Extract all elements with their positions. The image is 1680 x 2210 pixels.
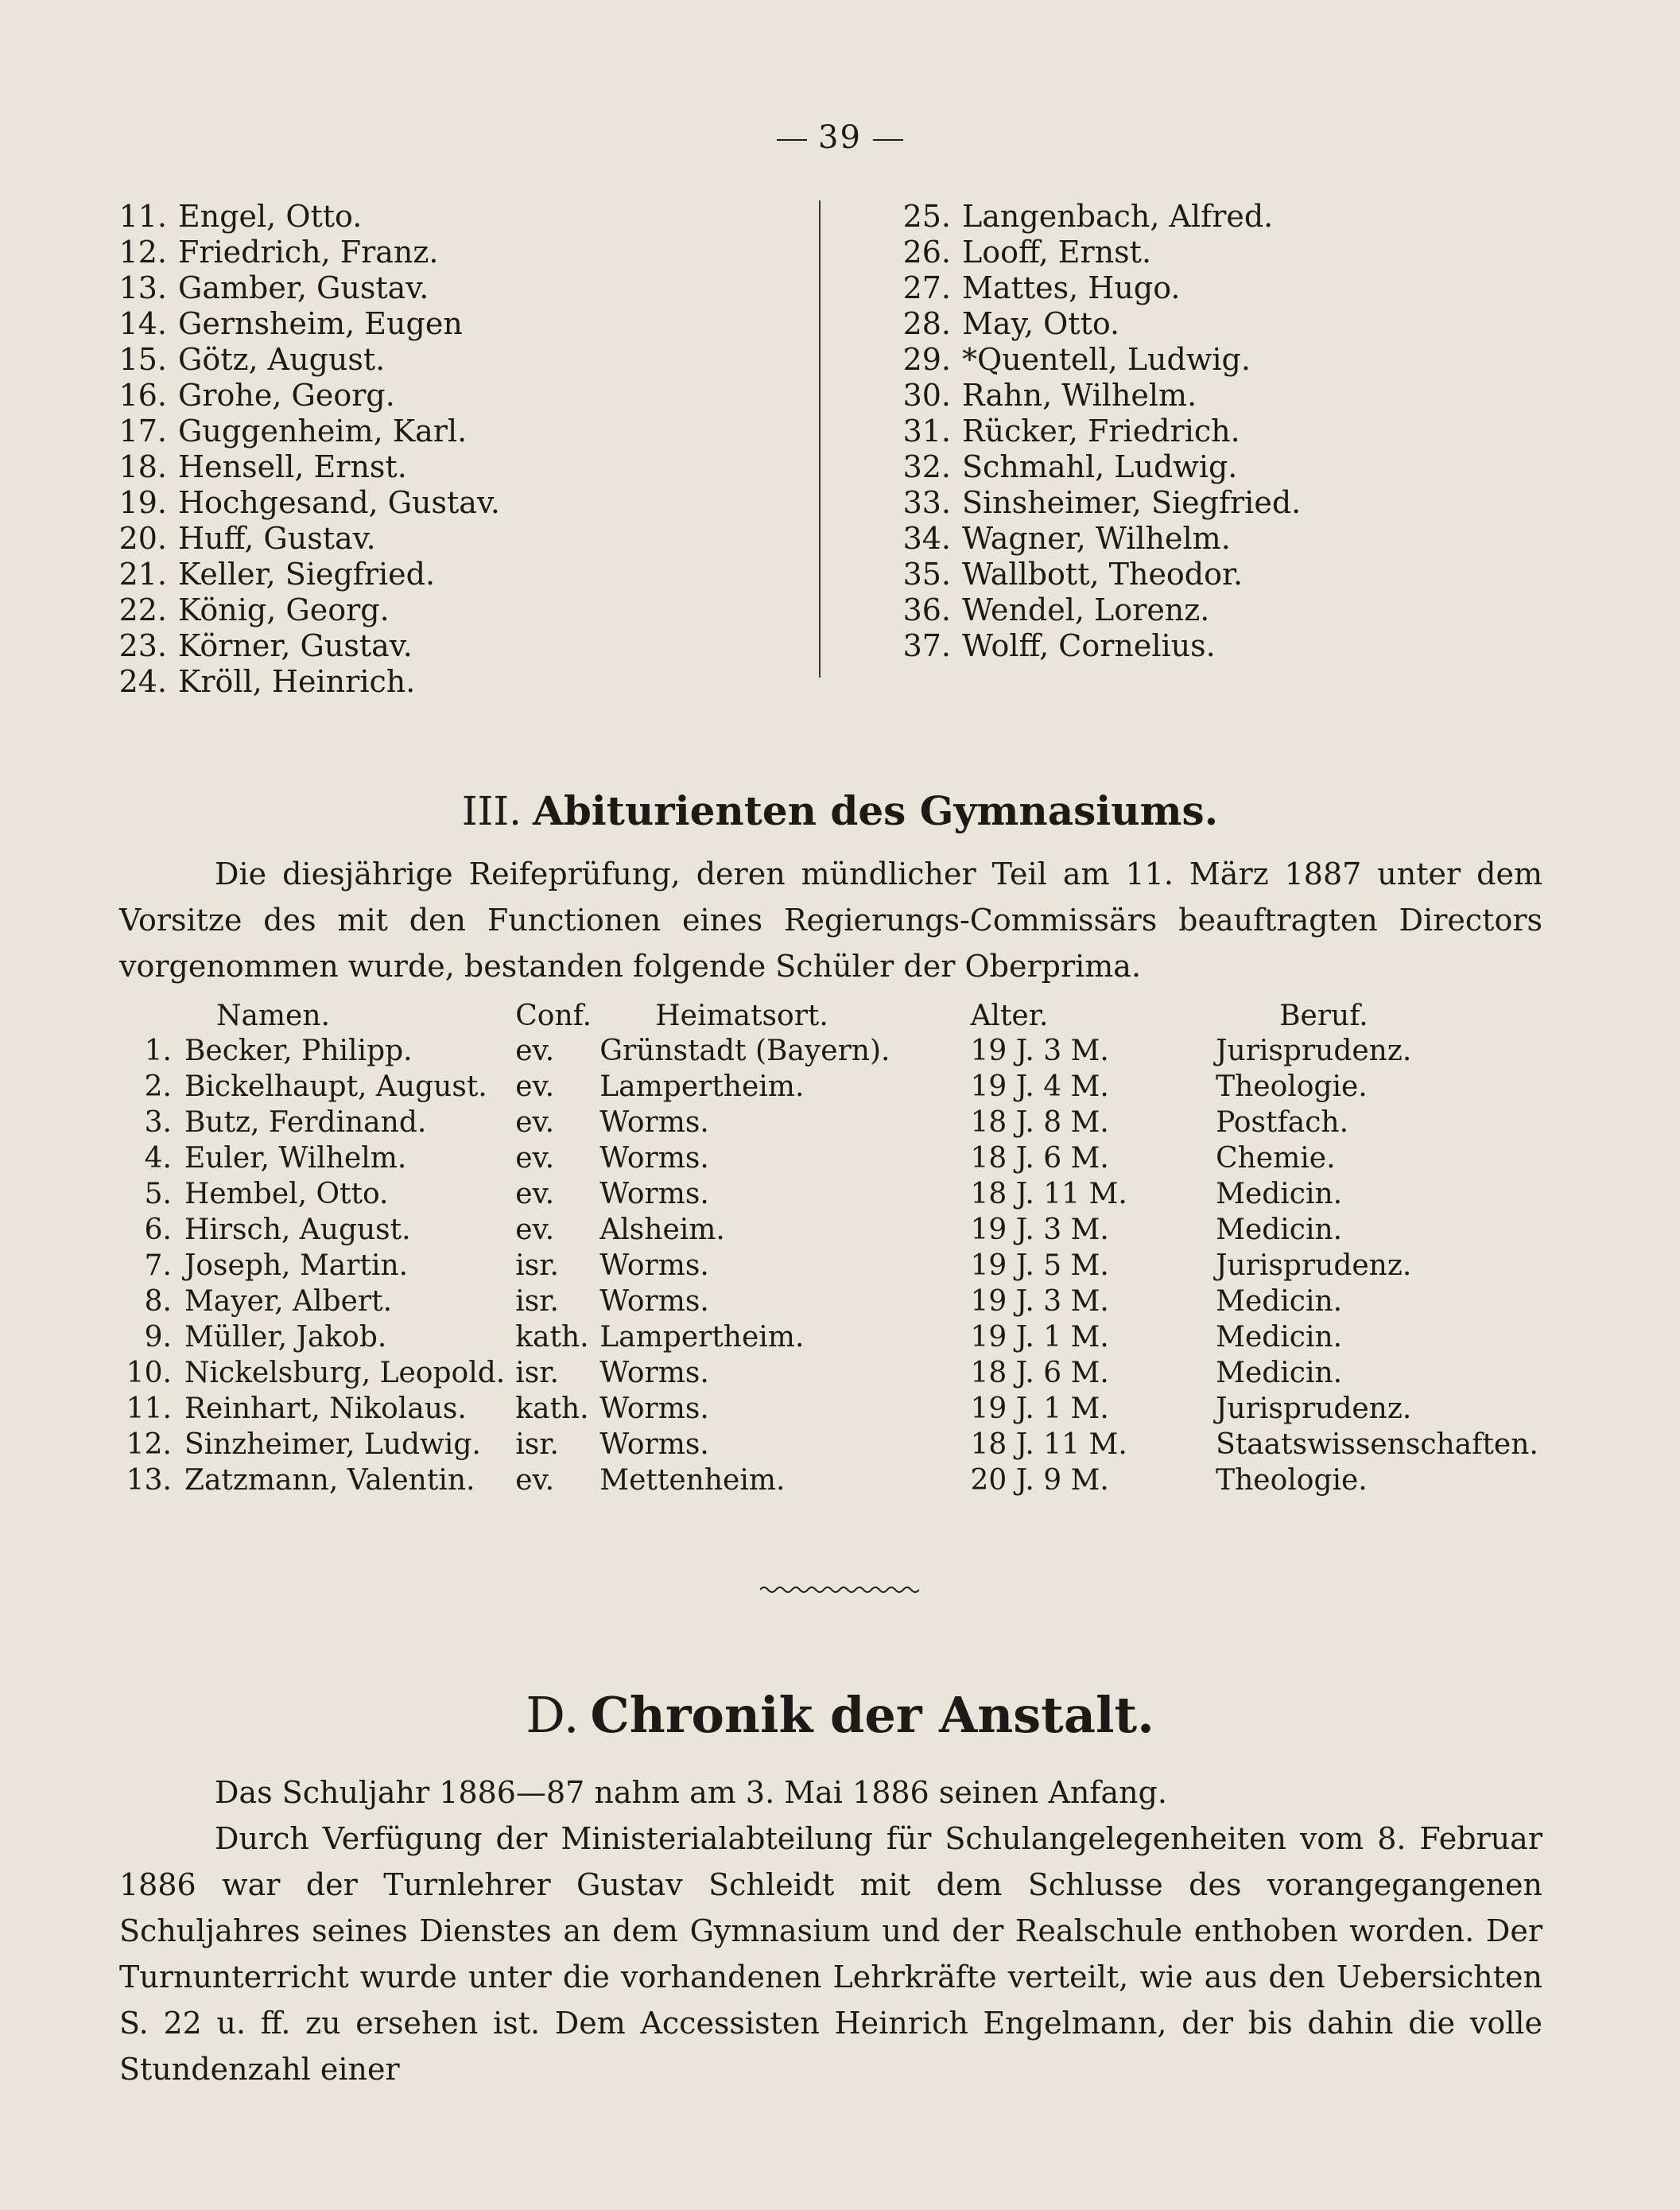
cell-name: Joseph, Martin. (184, 1249, 409, 1282)
pupil-number: 23. (118, 628, 167, 663)
header-number (119, 998, 184, 1033)
pupil-number: 29. (902, 342, 951, 377)
abiturienten-table (119, 998, 1558, 1498)
cell-conf: isr. (515, 1249, 559, 1282)
cell-job: Theologie. (1216, 1070, 1368, 1103)
cell-age: 19 J. 3 M. (970, 1285, 1109, 1318)
pupil-number: 17. (118, 414, 167, 449)
pupil-number: 26. (902, 235, 951, 270)
cell-conf: kath. (515, 1392, 589, 1425)
cell-name: Hembel, Otto. (184, 1178, 389, 1210)
pupil-name: Schmahl, Ludwig. (962, 449, 1238, 484)
pupil-name: König, Georg. (178, 592, 390, 627)
section-iii-intro-paragraph (119, 851, 1542, 989)
pupil-number: 24. (118, 664, 167, 699)
cell-conf: ev. (515, 1070, 555, 1103)
pupil-name: Grohe, Georg. (178, 378, 395, 413)
pupil-name: Hensell, Ernst. (178, 449, 407, 484)
pupil-number: 35. (902, 557, 951, 592)
pupil-number: 15. (118, 342, 167, 377)
cell-job: Medicin. (1216, 1357, 1343, 1389)
cell-number: 7. (144, 1249, 172, 1282)
pupil-number: 11. (118, 199, 167, 234)
pupil-list-item (889, 235, 1301, 270)
page-number (0, 119, 1680, 156)
pupil-list-item (105, 378, 500, 414)
pupil-name: Gamber, Gustav. (178, 270, 429, 305)
cell-home: Lampertheim. (599, 1321, 805, 1354)
chronik-paragraph-1-text: Das Schuljahr 1886—87 nahm am 3. Mai 1886 seinen Anfang. (215, 1775, 1167, 1810)
cell-age: 18 J. 11 M. (970, 1428, 1127, 1461)
pupil-list-item (889, 342, 1301, 378)
cell-age: 19 J. 1 M. (970, 1321, 1109, 1354)
cell-number: 11. (126, 1392, 172, 1425)
cell-job: Jurisprudenz. (1216, 1392, 1412, 1425)
pupil-name: Keller, Siegfried. (178, 557, 436, 592)
cell-conf: ev. (515, 1142, 555, 1175)
cell-number: 2. (144, 1070, 172, 1103)
pupil-number: 20. (118, 521, 167, 556)
pupil-name: Götz, August. (178, 342, 386, 377)
pupil-name: Langenbach, Alfred. (962, 199, 1274, 234)
pupil-name: Rahn, Wilhelm. (962, 378, 1197, 413)
cell-job: Chemie. (1216, 1142, 1336, 1175)
pupil-number: 16. (118, 378, 167, 413)
dash-left (777, 139, 807, 141)
table-row (119, 1462, 1558, 1498)
section-iii-intro-text: Die diesjährige Reifeprüfung, deren mündlicher Teil am 11. März 1887 unter dem Vorsitze des mit den Functionen eines Regierungs-Commissärs beauftragten Directors vorgenommen wurde, bestanden folgende Schüler der Oberprima. (119, 856, 1542, 984)
cell-job: Postfach. (1216, 1106, 1349, 1139)
cell-conf: ev. (515, 1178, 555, 1210)
cell-age: 19 J. 4 M. (970, 1070, 1109, 1103)
pupil-number: 31. (902, 414, 951, 449)
pupil-number: 19. (118, 485, 167, 520)
pupil-list-item (105, 414, 500, 449)
table-row (119, 1355, 1558, 1391)
pupil-number: 22. (118, 592, 167, 627)
pupil-name: Engel, Otto. (178, 199, 363, 234)
section-d-letter: D. (526, 1686, 580, 1744)
table-row (119, 1069, 1558, 1105)
pupil-list-item (889, 557, 1301, 592)
cell-name: Euler, Wilhelm. (184, 1142, 407, 1175)
cell-home: Grünstadt (Bayern). (599, 1035, 890, 1067)
cell-number: 5. (144, 1178, 172, 1210)
section-d-heading (0, 1686, 1680, 1744)
cell-conf: ev. (515, 1214, 555, 1246)
pupil-name: Sinsheimer, Siegfried. (962, 485, 1302, 520)
pupil-list-item (105, 270, 500, 306)
cell-name: Zatzmann, Valentin. (184, 1464, 475, 1497)
cell-name: Müller, Jakob. (184, 1321, 387, 1354)
pupil-list-item (105, 521, 500, 557)
pupil-number: 34. (902, 521, 951, 556)
pupil-number: 14. (118, 306, 167, 341)
cell-number: 12. (126, 1428, 172, 1461)
cell-job: Medicin. (1216, 1214, 1343, 1246)
cell-name: Mayer, Albert. (184, 1285, 393, 1318)
cell-number: 13. (126, 1464, 172, 1497)
pupil-number: 28. (902, 306, 951, 341)
pupil-list-item (889, 270, 1301, 306)
cell-number: 4. (144, 1142, 172, 1175)
pupil-name: Guggenheim, Karl. (178, 414, 468, 449)
pupil-list-item (105, 592, 500, 628)
table-row (119, 1212, 1558, 1248)
cell-job: Medicin. (1216, 1285, 1343, 1318)
pupil-name: Wagner, Wilhelm. (962, 521, 1231, 556)
pupil-list-item (105, 628, 500, 664)
pupil-list-item (105, 199, 500, 235)
cell-name: Hirsch, August. (184, 1214, 411, 1246)
cell-number: 1. (144, 1035, 172, 1067)
pupil-number: 32. (902, 449, 951, 484)
pupil-list-item (889, 449, 1301, 485)
pupil-name: Gernsheim, Eugen (178, 306, 463, 341)
chronik-paragraph-2 (119, 1816, 1542, 2092)
pupil-name: May, Otto. (962, 306, 1120, 341)
cell-job: Staatswissenschaften. (1216, 1428, 1538, 1461)
cell-number: 10. (126, 1357, 172, 1389)
table-row (119, 1140, 1558, 1176)
cell-age: 18 J. 6 M. (970, 1357, 1109, 1389)
pupil-number: 21. (118, 557, 167, 592)
pupil-name: Wendel, Lorenz. (962, 592, 1210, 627)
section-iii-title: Abiturienten des Gymnasiums. (533, 787, 1219, 834)
pupil-name: Huff, Gustav. (178, 521, 376, 556)
pupil-list-item (889, 628, 1301, 664)
pupil-number: 12. (118, 235, 167, 270)
pupil-list-item (889, 521, 1301, 557)
pupil-name: Hochgesand, Gustav. (178, 485, 500, 520)
cell-name: Butz, Ferdinand. (184, 1106, 427, 1139)
cell-home: Worms. (599, 1142, 709, 1175)
cell-age: 19 J. 3 M. (970, 1214, 1109, 1246)
pupil-name: Kröll, Heinrich. (178, 664, 416, 699)
header-home: Heimatsort. (655, 999, 828, 1032)
pupil-list-left (105, 199, 500, 700)
cell-home: Worms. (599, 1106, 709, 1139)
cell-home: Worms. (599, 1285, 709, 1318)
pupil-number: 13. (118, 270, 167, 305)
pupil-number: 18. (118, 449, 167, 484)
cell-age: 19 J. 1 M. (970, 1392, 1109, 1425)
pupil-name: Mattes, Hugo. (962, 270, 1181, 305)
header-conf: Conf. (515, 999, 592, 1032)
cell-number: 8. (144, 1285, 172, 1318)
chronik-paragraph-2-text: Durch Verfügung der Ministerialabteilung für Schulangelegenheiten vom 8. Februar 1886 war der Turnlehrer Gustav Schleidt mit dem Schlusse des vorangegangenen Schuljahres seines Dienstes an dem Gymnasium und der Realschule enthoben worden. Der Turnunterricht wurde unter die vorhandenen Lehrkräfte verteilt, wie aus den Uebersichten S. 22 u. ff. zu ersehen ist. Dem Accessisten Heinrich Engelmann, der bis dahin die volle Stundenzahl einer (119, 1821, 1542, 2087)
section-iii-heading (0, 787, 1680, 834)
cell-home: Worms. (599, 1392, 709, 1425)
section-d-title: Chronik der Anstalt. (590, 1686, 1154, 1744)
pupil-name: Körner, Gustav. (178, 628, 413, 663)
table-header-row (119, 998, 1558, 1033)
cell-age: 19 J. 5 M. (970, 1249, 1109, 1282)
cell-home: Worms. (599, 1249, 709, 1282)
cell-home: Worms. (599, 1178, 709, 1210)
cell-home: Worms. (599, 1357, 709, 1389)
pupil-list-item (889, 199, 1301, 235)
table-row (119, 1105, 1558, 1140)
chronik-paragraph-1 (119, 1769, 1542, 1816)
pupil-number: 36. (902, 592, 951, 627)
pupil-list-item (889, 485, 1301, 521)
cell-age: 18 J. 8 M. (970, 1106, 1109, 1139)
table-row (119, 1033, 1558, 1069)
cell-home: Mettenheim. (599, 1464, 786, 1497)
cell-age: 18 J. 6 M. (970, 1142, 1109, 1175)
cell-conf: ev. (515, 1035, 555, 1067)
column-divider (819, 200, 821, 678)
abiturienten-table-body (119, 1033, 1558, 1498)
cell-conf: ev. (515, 1106, 555, 1139)
cell-name: Reinhart, Nikolaus. (184, 1392, 467, 1425)
pupil-list-item (105, 235, 500, 270)
pupil-number: 37. (902, 628, 951, 663)
cell-conf: isr. (515, 1285, 559, 1318)
cell-home: Alsheim. (599, 1214, 725, 1246)
pupil-number: 25. (902, 199, 951, 234)
cell-job: Medicin. (1216, 1321, 1343, 1354)
cell-conf: ev. (515, 1464, 555, 1497)
table-row (119, 1284, 1558, 1319)
cell-number: 9. (144, 1321, 172, 1354)
cell-name: Becker, Philipp. (184, 1035, 413, 1067)
table-row (119, 1176, 1558, 1212)
pupil-list-item (889, 414, 1301, 449)
cell-conf: isr. (515, 1357, 559, 1389)
table-row (119, 1391, 1558, 1427)
header-job: Beruf. (1279, 999, 1368, 1032)
pupil-list-right (889, 199, 1301, 664)
page-number-text: 39 (818, 119, 862, 156)
wavy-divider-ornament (760, 1584, 919, 1595)
pupil-list-item (105, 449, 500, 485)
pupil-name: Wallbott, Theodor. (962, 557, 1244, 592)
pupil-name: *Quentell, Ludwig. (962, 342, 1251, 377)
pupil-list-item (889, 592, 1301, 628)
pupil-list-item (105, 664, 500, 700)
pupil-list-item (105, 557, 500, 592)
cell-job: Medicin. (1216, 1178, 1343, 1210)
pupil-number: 27. (902, 270, 951, 305)
pupil-name: Rücker, Friedrich. (962, 414, 1240, 449)
header-name: Namen. (215, 999, 330, 1032)
cell-home: Lampertheim. (599, 1070, 805, 1103)
cell-job: Jurisprudenz. (1216, 1035, 1412, 1067)
cell-age: 20 J. 9 M. (970, 1464, 1109, 1497)
header-age: Alter. (970, 999, 1049, 1032)
pupil-name: Friedrich, Franz. (178, 235, 439, 270)
dash-right (873, 139, 903, 141)
cell-name: Sinzheimer, Ludwig. (184, 1428, 481, 1461)
pupil-number: 30. (902, 378, 951, 413)
cell-job: Theologie. (1216, 1464, 1368, 1497)
cell-name: Nickelsburg, Leopold. (184, 1357, 506, 1389)
cell-conf: isr. (515, 1428, 559, 1461)
cell-age: 19 J. 3 M. (970, 1035, 1109, 1067)
cell-number: 3. (144, 1106, 172, 1139)
pupil-name: Wolff, Cornelius. (962, 628, 1216, 663)
pupil-number: 33. (902, 485, 951, 520)
pupil-list-item (889, 378, 1301, 414)
pupil-name: Looff, Ernst. (962, 235, 1152, 270)
table-row (119, 1427, 1558, 1462)
section-iii-number: III. (461, 788, 522, 834)
pupil-list-item (105, 306, 500, 342)
cell-job: Jurisprudenz. (1216, 1249, 1412, 1282)
pupil-list-item (105, 485, 500, 521)
pupil-list-item (889, 306, 1301, 342)
cell-conf: kath. (515, 1321, 589, 1354)
cell-age: 18 J. 11 M. (970, 1178, 1127, 1210)
cell-name: Bickelhaupt, August. (184, 1070, 487, 1103)
table-row (119, 1319, 1558, 1355)
cell-number: 6. (144, 1214, 172, 1246)
cell-home: Worms. (599, 1428, 709, 1461)
pupil-list-item (105, 342, 500, 378)
table-row (119, 1248, 1558, 1284)
